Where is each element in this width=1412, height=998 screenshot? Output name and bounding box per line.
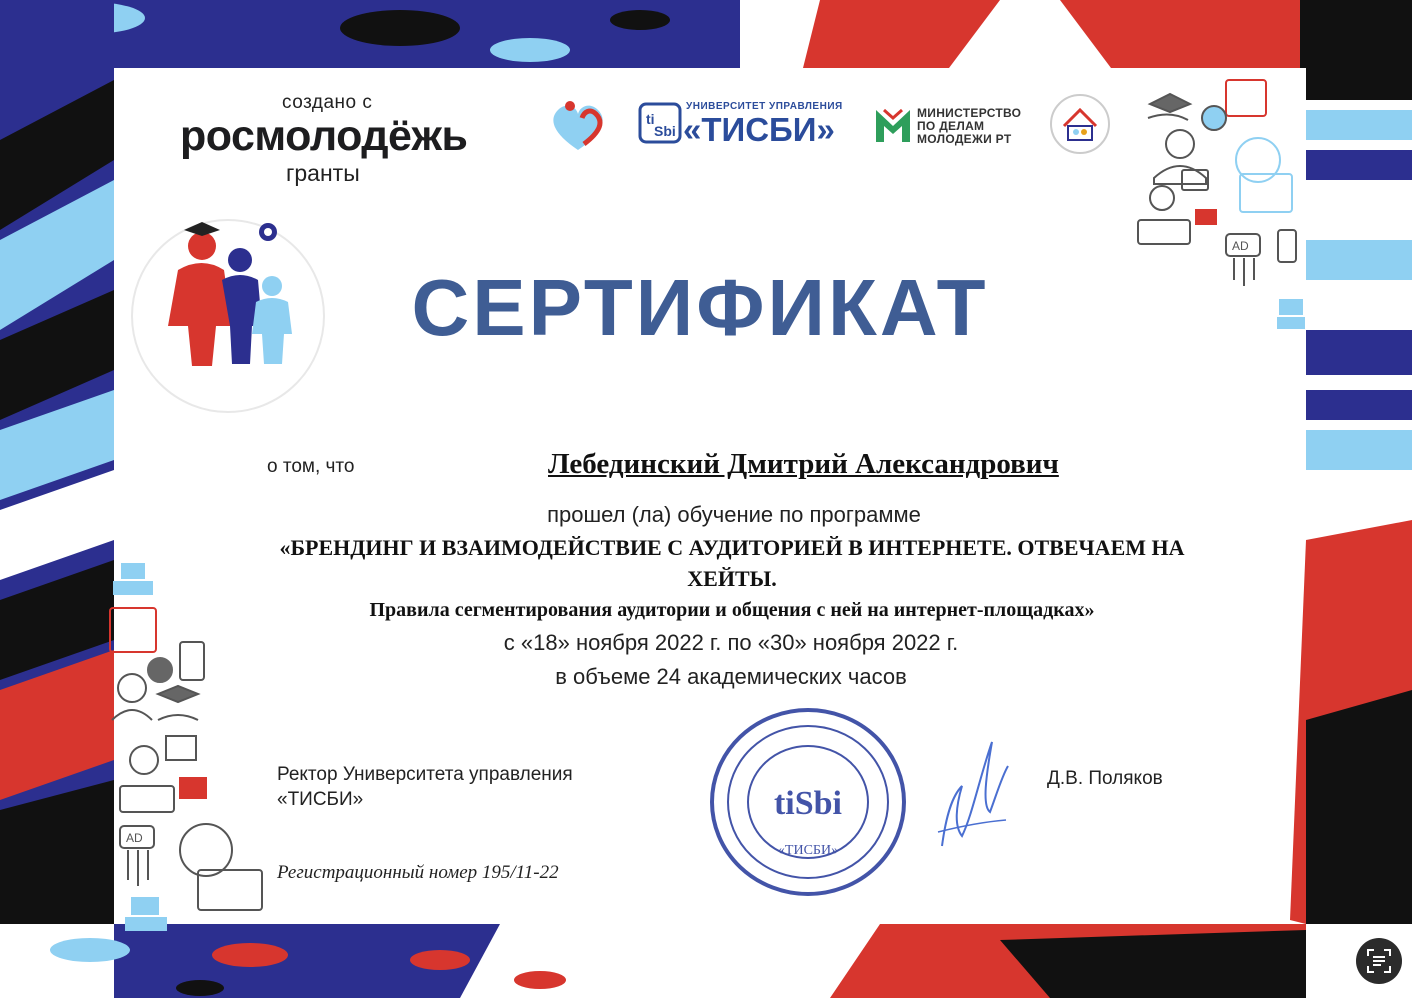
signature-image [932,736,1012,852]
text-scan-icon [1366,948,1392,974]
program-title-line-2: ХЕЙТЫ. [687,566,777,591]
house-logo-icon [1048,92,1112,156]
registration-number: Регистрационный номер 195/11-22 [277,862,559,883]
svg-text:AD: AD [1232,239,1249,253]
about-label: о том, что [267,456,355,477]
course-dates: с «18» ноября 2022 г. по «30» ноября 2022 г. [503,630,959,655]
rector-line-2: «ТИСБИ» [277,789,364,810]
certificate-title: СЕРТИФИКАТ [411,263,989,352]
tisbi-subtitle: УНИВЕРСИТЕТ УПРАВЛЕНИЯ [686,101,843,112]
program-title-line-1: «БРЕНДИНГ И ВЗАИМОДЕЙСТВИЕ С АУДИТОРИЕЙ В ИНТЕРНЕТЕ. ОТВЕЧАЕМ НА [279,535,1185,560]
brand-bottom-text: гранты [286,160,360,186]
tisbi-logo-icon [638,102,682,144]
rector-title [277,762,573,812]
ministry-line-3: МОЛОДЕЖИ РТ [917,132,1012,146]
brand-main-text: росмолодёжь [180,112,468,160]
svg-text:Sbi: Sbi [654,123,676,139]
program-title-line-3: Правила сегментирования аудитории и общения с ней на интернет-площадках» [369,599,1095,621]
tisbi-name: «ТИСБИ» [683,111,835,148]
course-volume: в объеме 24 академических часов [555,664,907,689]
stamp-bottom-text: «ТИСБИ» [777,843,839,858]
ministry-logo-icon [874,106,912,144]
ministry-line-2: ПО ДЕЛАМ [917,119,985,133]
svg-text:ti: ti [646,111,655,127]
svg-text:AD: AD [126,831,143,845]
family-logo-icon [128,216,328,422]
text-scan-button[interactable] [1356,938,1402,984]
recipient-name: Лебединский Дмитрий Александрович [548,448,1059,480]
passed-text: прошел (ла) обучение по программе [547,502,921,527]
digital-icons-cluster [1130,74,1306,334]
rector-line-1: Ректор Университета управления [277,764,573,785]
ministry-line-1: МИНИСТЕРСТВО [917,106,1022,120]
brand-top-text: создано с [282,92,373,113]
stamp-center-text: tiSbi [773,785,843,822]
ministry-name [917,107,1021,146]
signer-name: Д.В. Поляков [1047,768,1163,789]
heart-logo-icon [544,94,612,156]
official-stamp [706,704,910,900]
